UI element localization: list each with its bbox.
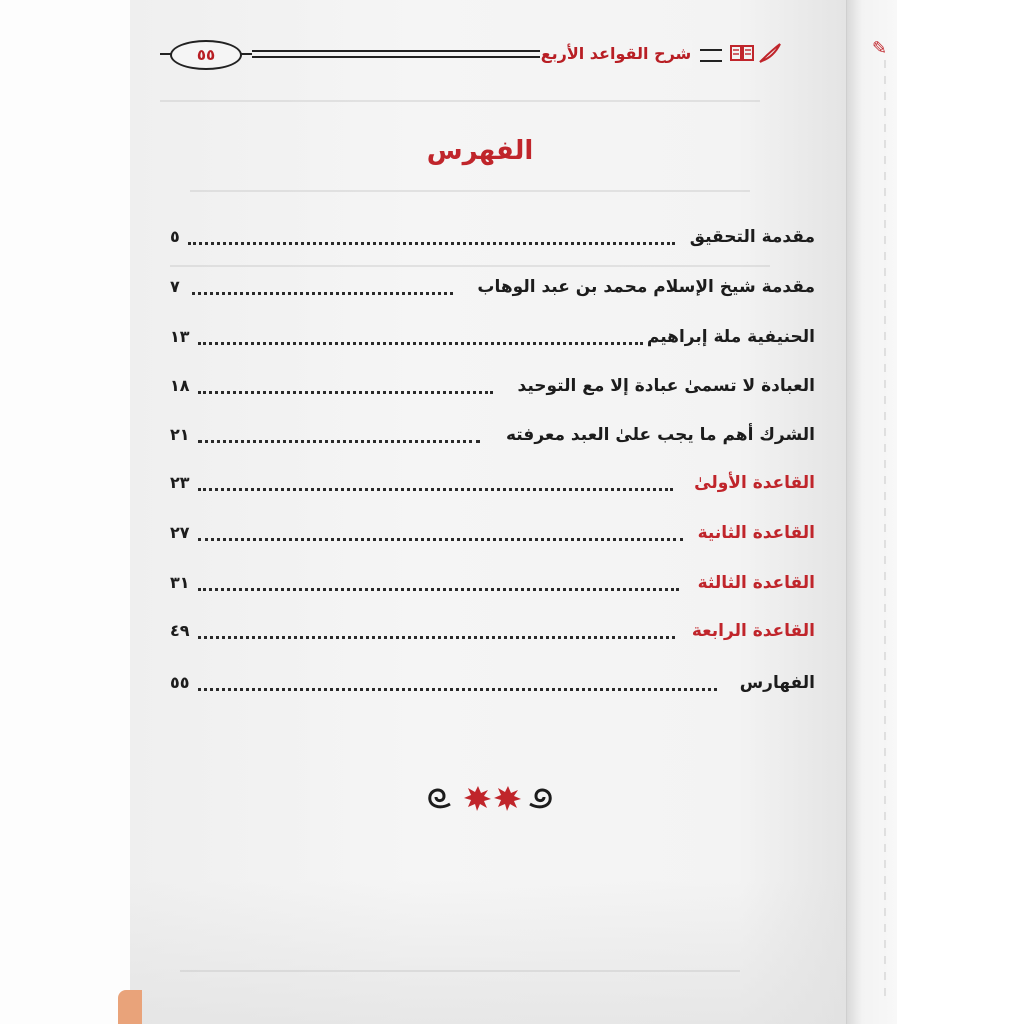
leader-dots — [198, 488, 673, 491]
toc-page-number: ٧ — [170, 277, 180, 296]
background-left — [0, 0, 130, 1024]
toc-page-number: ٤٩ — [170, 621, 190, 640]
cover-corner — [118, 990, 142, 1024]
leader-dots — [198, 636, 675, 639]
adjacent-page-border — [884, 60, 886, 1000]
bleed-through-line — [160, 100, 760, 102]
end-ornament-icon — [420, 780, 560, 814]
toc-entry-label: القاعدة الرابعة — [691, 621, 815, 641]
running-header — [160, 40, 800, 70]
toc-entry — [170, 369, 815, 403]
header-dash — [700, 49, 722, 62]
toc-page-number: ١٨ — [170, 376, 190, 395]
toc-page-number: ٢١ — [170, 425, 190, 444]
page-number-tip — [240, 53, 252, 55]
page-shadow — [130, 880, 846, 1024]
quill-icon: ✎ — [872, 38, 888, 59]
leader-dots — [198, 440, 480, 443]
toc-entry — [170, 614, 815, 648]
toc-entry-label: القاعدة الثانية — [697, 523, 815, 543]
toc-entry — [170, 466, 815, 500]
bleed-through-line — [190, 190, 750, 192]
toc-entry — [170, 320, 815, 354]
leader-dots — [192, 292, 453, 295]
toc-entry — [170, 220, 815, 254]
toc-entry-label: مقدمة التحقيق — [689, 227, 815, 247]
toc-page-number: ٣١ — [170, 573, 190, 592]
bleed-through-line — [180, 970, 740, 972]
toc-entry-label: القاعدة الثالثة — [697, 573, 815, 593]
leader-dots — [198, 688, 717, 691]
toc-entry-label: الشرك أهم ما يجب علىٰ العبد معرفته — [505, 425, 815, 445]
leader-dots — [198, 391, 493, 394]
book-icon — [730, 44, 754, 62]
toc-page-number: ١٣ — [170, 327, 190, 346]
adjacent-page-edge — [846, 0, 897, 1024]
leader-dots — [198, 342, 643, 345]
toc-page-number: ٥٥ — [170, 673, 190, 692]
toc-entry-label: القاعدة الأولىٰ — [694, 473, 815, 493]
running-title: شرح القواعد الأربع — [540, 40, 692, 68]
toc-entry — [170, 418, 815, 452]
toc-page-number: ٢٧ — [170, 523, 190, 542]
toc-entry-label: العبادة لا تسمىٰ عبادة إلا مع التوحيد — [517, 376, 815, 396]
leader-dots — [198, 538, 683, 541]
page-number: ٥٥ — [170, 40, 242, 70]
toc-entry — [170, 666, 815, 700]
quill-icon — [758, 42, 782, 64]
bleed-through-line — [170, 265, 770, 267]
toc-page-number: ٥ — [170, 227, 180, 246]
toc-title: الفهرس — [426, 136, 534, 166]
leader-dots — [188, 242, 675, 245]
toc-entry-label: الحنيفية ملة إبراهيم — [646, 327, 815, 347]
toc-entry — [170, 516, 815, 550]
toc-page-number: ٢٣ — [170, 473, 190, 492]
toc-entry-label: مقدمة شيخ الإسلام محمد بن عبد الوهاب — [477, 277, 815, 297]
toc-entry — [170, 270, 815, 304]
toc-entry — [170, 566, 815, 600]
leader-dots — [198, 588, 679, 591]
toc-entry-label: الفهارس — [739, 673, 815, 693]
